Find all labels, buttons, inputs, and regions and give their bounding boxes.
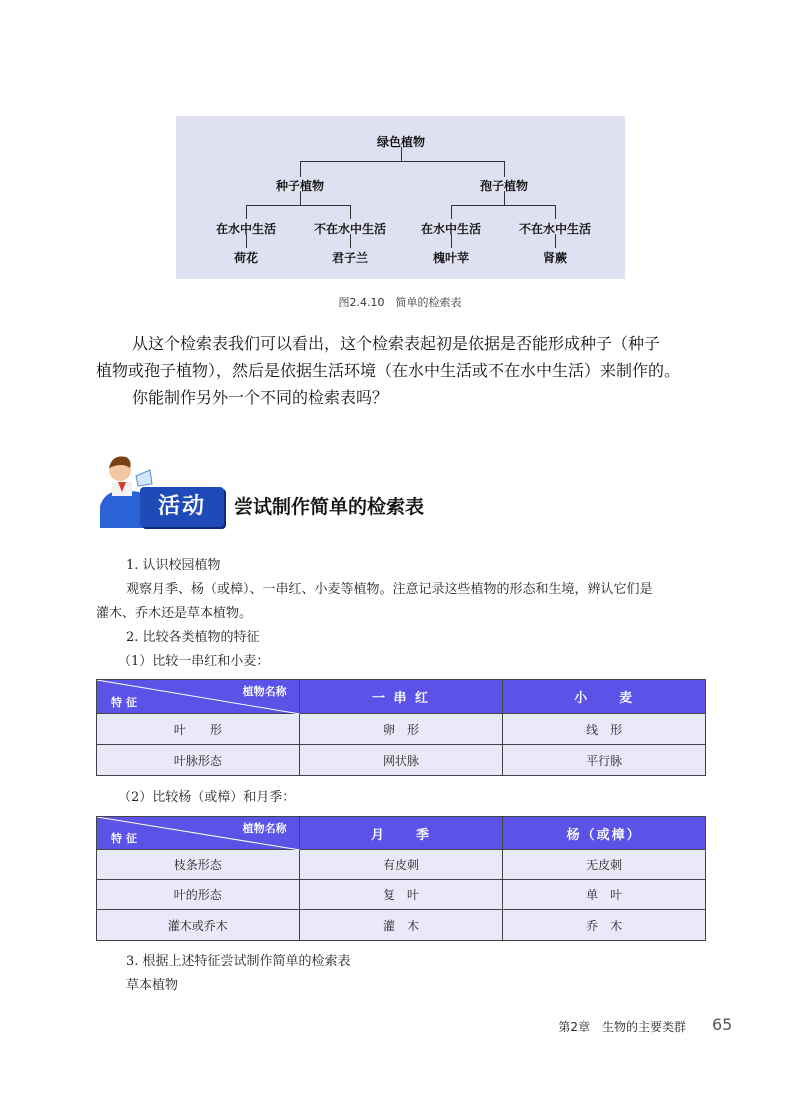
tree-node-spore-plants: 孢子植物	[479, 179, 529, 193]
column-header: 杨（或樟）	[503, 817, 706, 850]
tree-node-habitat: 在水中生活	[420, 222, 482, 236]
column-header: 小 麦	[503, 680, 706, 714]
tree-node-habitat: 不在水中生活	[313, 222, 387, 236]
tree-line	[504, 161, 505, 177]
tree-node-seed-plants: 种子植物	[275, 179, 325, 193]
activity-title: 尝试制作简单的检索表	[234, 496, 425, 518]
feature-cell: 灌木或乔木	[97, 910, 300, 941]
chapter-footer: 第2章 生物的主要类群	[558, 1020, 686, 1034]
tree-line	[246, 205, 350, 206]
corner-bottom-label: 特征	[111, 832, 141, 845]
tree-leaf-plant: 君子兰	[331, 251, 369, 265]
value-cell: 无皮刺	[503, 850, 706, 880]
value-cell: 有皮刺	[299, 850, 503, 880]
value-cell: 网状脉	[299, 745, 503, 776]
step-heading: 1. 认识校园植物	[126, 558, 221, 573]
corner-bottom-label: 特征	[111, 696, 141, 709]
table-row	[97, 714, 706, 745]
table-row	[97, 745, 706, 776]
tree-line	[300, 161, 504, 162]
feature-cell: 叶 形	[97, 714, 300, 745]
key-tree-figure	[176, 116, 625, 279]
corner-top-label: 植物名称	[242, 685, 287, 698]
feature-cell: 枝条形态	[97, 850, 300, 880]
value-cell: 灌 木	[299, 910, 503, 941]
table-corner-header	[97, 680, 300, 714]
step-heading: 2. 比较各类植物的特征	[126, 630, 260, 645]
value-cell: 线 形	[503, 714, 706, 745]
step-heading: 3. 根据上述特征尝试制作简单的检索表	[126, 954, 351, 969]
tree-leaf-plant: 槐叶苹	[432, 251, 470, 265]
table-row	[97, 880, 706, 910]
figure-caption: 图2.4.10 简单的检索表	[338, 296, 462, 309]
step-subheading: （2）比较杨（或樟）和月季：	[118, 790, 296, 805]
step-subheading: （1）比较一串红和小麦：	[118, 654, 270, 669]
tree-root: 绿色植物	[376, 135, 426, 149]
table-row	[97, 850, 706, 880]
value-cell: 乔 木	[503, 910, 706, 941]
value-cell: 平行脉	[503, 745, 706, 776]
feature-cell: 叶脉形态	[97, 745, 300, 776]
tree-line	[300, 161, 301, 177]
table-row	[97, 910, 706, 941]
comparison-table-1	[96, 679, 706, 776]
feature-cell: 叶的形态	[97, 880, 300, 910]
value-cell: 单 叶	[503, 880, 706, 910]
step-text: 灌木、乔木还是草本植物。	[96, 606, 253, 621]
tree-node-habitat: 在水中生活	[215, 222, 277, 236]
activity-badge-label: 活动	[157, 494, 206, 519]
step-text: 草本植物	[126, 978, 179, 993]
activity-badge	[140, 487, 224, 527]
comparison-table-2	[96, 816, 706, 941]
table-corner-header	[97, 817, 300, 850]
tree-line	[350, 205, 351, 219]
corner-top-label: 植物名称	[242, 822, 287, 835]
body-paragraph: 你能制作另外一个不同的检索表吗？	[132, 388, 389, 407]
tree-line	[451, 205, 452, 219]
tree-leaf-plant: 肾蕨	[542, 251, 568, 265]
column-header: 月 季	[299, 817, 503, 850]
step-text: 观察月季、杨（或樟）、一串红、小麦等植物。注意记录这些植物的形态和生境，辨认它们是	[126, 582, 653, 597]
tree-line	[555, 205, 556, 219]
column-header: 一 串 红	[299, 680, 503, 714]
body-paragraph: 植物或孢子植物），然后是依据生活环境（在水中生活或不在水中生活）来制作的。	[96, 361, 681, 380]
tree-node-habitat: 不在水中生活	[518, 222, 592, 236]
body-paragraph: 从这个检索表我们可以看出，这个检索表起初是依据是否能形成种子（种子	[132, 334, 661, 353]
value-cell: 卵 形	[299, 714, 503, 745]
tree-leaf-plant: 荷花	[233, 251, 259, 265]
page-number: 65	[712, 1015, 733, 1034]
value-cell: 复 叶	[299, 880, 503, 910]
tree-line	[246, 205, 247, 219]
tree-line	[451, 205, 555, 206]
